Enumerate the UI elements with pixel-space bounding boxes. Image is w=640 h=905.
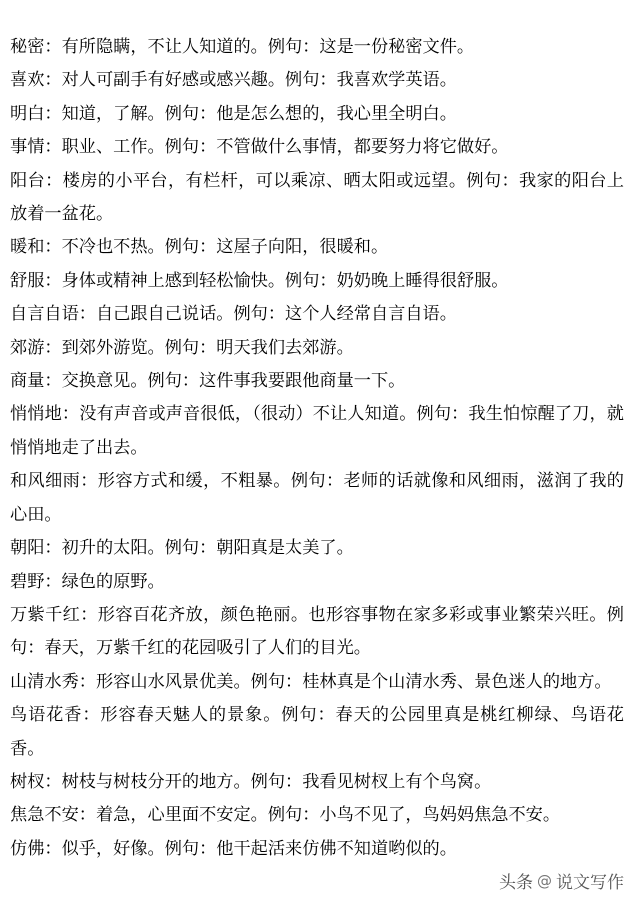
vocab-entry: 鸟语花香：形容春天魅人的景象。例句：春天的公园里真是桃红柳绿、鸟语花香。 — [10, 705, 624, 759]
watermark-author: 说文写作 — [556, 873, 624, 893]
vocab-entry: 树杈：树枝与树枝分开的地方。例句：我看见树杈上有个鸟窝。 — [10, 771, 492, 792]
vocab-entry: 仿佛：似乎，好像。例句：他干起活来仿佛不知道哟似的。 — [10, 838, 457, 859]
vocab-entry: 山清水秀：形容山水风景优美。例句：桂林真是个山清水秀、景色迷人的地方。 — [10, 671, 612, 692]
vocab-entry: 明白：知道，了解。例句：他是怎么想的，我心里全明白。 — [10, 103, 457, 124]
vocab-entry: 喜欢：对人可副手有好感或感兴趣。例句：我喜欢学英语。 — [10, 70, 457, 91]
watermark-separator: @ — [537, 871, 552, 890]
vocab-entry: 秘密：有所隐瞒，不让人知道的。例句：这是一份秘密文件。 — [10, 37, 475, 57]
vocab-entry: 暖和：不冷也不热。例句：这屋子向阳，很暖和。 — [10, 237, 389, 258]
vocab-entry: 焦急不安：着急，心里面不安定。例句：小鸟不见了，鸟妈妈焦急不安。 — [10, 805, 561, 826]
vocab-entry: 朝阳：初升的太阳。例句：朝阳真是太美了。 — [10, 538, 354, 559]
vocab-entry: 悄悄地：没有声音或声音很低，（很动）不让人知道。例句：我生怕惊醒了刀，就悄悄地走了出去。 — [10, 404, 624, 458]
vocab-entry: 万紫千红：形容百花齐放，颜色艳丽。也形容事物在家多彩或事业繁荣兴旺。例句：春天，万紫千红的花园吸引了人们的目光。 — [10, 604, 624, 659]
vocab-entry: 事情：职业、工作。例句：不管做什么事情，都要努力将它做好。 — [10, 137, 509, 158]
vocab-entry: 舒服：身体或精神上感到轻松愉快。例句：奶奶晚上睡得很舒服。 — [10, 270, 509, 291]
watermark — [499, 868, 624, 893]
watermark-platform: 头条 — [499, 873, 533, 893]
vocab-entry: 阳台：楼房的小平台，有栏杆，可以乘凉、晒太阳或远望。例句：我家的阳台上放着一盆花。 — [10, 170, 624, 225]
vocab-entry: 碧野：绿色的原野。 — [10, 571, 165, 592]
vocab-entry: 商量：交换意见。例句：这件事我要跟他商量一下。 — [10, 371, 406, 392]
vocab-entry: 和风细雨：形容方式和缓，不粗暴。例句：老师的话就像和风细雨，滋润了我的心田。 — [10, 471, 624, 525]
vocab-entry: 自言自语：自己跟自己说话。例句：这个人经常自言自语。 — [10, 304, 457, 325]
vocab-entry: 郊游：到郊外游览。例句：明天我们去郊游。 — [10, 337, 354, 358]
